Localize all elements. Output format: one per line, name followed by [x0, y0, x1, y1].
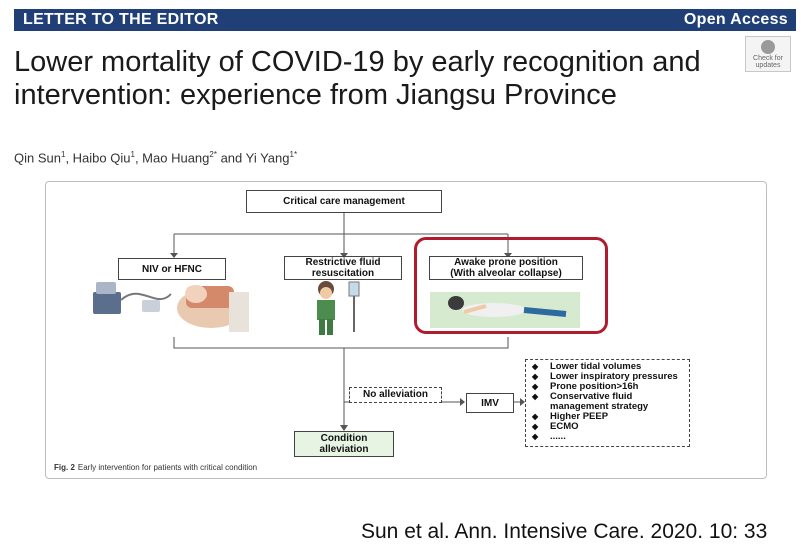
intervention-list: ◆ Lower tidal volumes ◆ Lower inspiratory pressures ◆ Prone position>16h ◆ Conservative fluid management strategy ◆ Higher PEEP ◆ ECMO ◆ ...... [525, 359, 690, 447]
fluid-box: Restrictive fluid resuscitation [284, 256, 402, 280]
open-access-label: Open Access [683, 11, 788, 28]
figure-caption: Fig. 2 Early intervention for patients with critical condition [54, 463, 258, 472]
header-banner [14, 9, 796, 31]
imv-box: IMV [466, 393, 514, 413]
prone-box: Awake prone position (With alveolar collapse) [429, 256, 583, 280]
niv-device-illustration [93, 282, 249, 332]
check-for-updates-badge[interactable]: Check for updates [745, 36, 791, 72]
niv-hfnc-box: NIV or HFNC [118, 258, 226, 280]
critical-care-box: Critical care management [246, 190, 442, 213]
article-type-label: LETTER TO THE EDITOR [23, 11, 219, 28]
highlight-frame [414, 237, 608, 334]
nurse-illustration [317, 281, 359, 335]
check-updates-icon [761, 40, 775, 54]
condition-alleviation-box: Condition alleviation [294, 431, 394, 457]
figure-panel [45, 181, 767, 479]
no-alleviation-box: No alleviation [349, 387, 442, 403]
citation: Sun et al. Ann. Intensive Care. 2020. 10: 33 [361, 520, 768, 543]
author-list: Qin Sun$^1$, Haibo Qiu$^1$, Mao Huang$^{2*}$ and Yi Yang$^{1*}$ [14, 150, 298, 166]
article-title: Lower mortality of COVID-19 by early recognition and intervention: experience from Jiangsu Province [14, 46, 701, 111]
